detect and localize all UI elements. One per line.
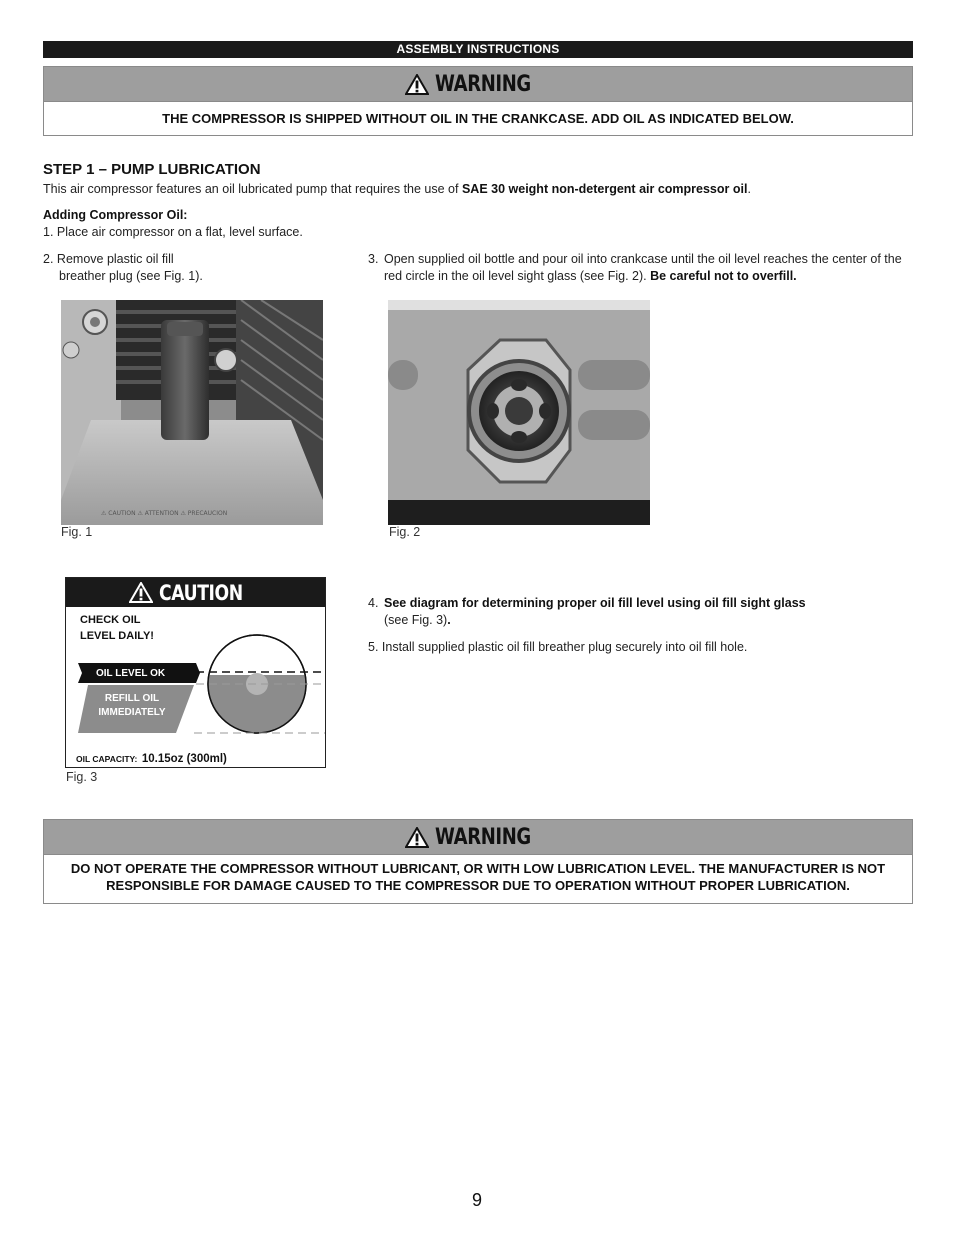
step-title: STEP 1 – PUMP LUBRICATION: [43, 161, 261, 178]
warning-text-bottom: [44, 855, 912, 894]
section-header: ASSEMBLY INSTRUCTIONS: [43, 41, 913, 58]
fig-2-photo: [388, 300, 650, 525]
warning-box-bottom: [43, 819, 913, 904]
page-number: 9: [472, 1190, 483, 1210]
instruction-item-2: [43, 251, 243, 285]
item-4-end: .: [447, 613, 451, 627]
warning-header: [44, 67, 912, 102]
item-2-line-1: Remove plastic oil fill: [56, 252, 174, 266]
caution-header: [66, 578, 325, 607]
caution-triangle-icon: [129, 582, 153, 603]
warning-triangle-icon: [405, 74, 429, 95]
fig-3-caution-diagram: [65, 577, 326, 768]
oil-sight-glass-image: [388, 300, 650, 525]
fig-3-caption: Fig. 3: [66, 770, 98, 784]
refill-line-2: IMMEDIATELY: [98, 707, 166, 718]
refill-oil-label: [88, 692, 176, 720]
check-oil-line-2: LEVEL DAILY!: [80, 630, 154, 642]
refill-line-1: REFILL OIL: [104, 693, 160, 704]
caution-title: CAUTION: [159, 580, 244, 605]
intro-prefix: This air compressor features an oil lubricated pump that requires the use of: [43, 182, 462, 196]
intro-paragraph: [43, 181, 913, 198]
intro-suffix: .: [747, 182, 751, 196]
intro-oil-type: SAE 30 weight non-detergent air compressor oil: [461, 182, 748, 196]
warning-triangle-icon: [405, 827, 429, 848]
fig-1-caption: Fig. 1: [61, 525, 93, 539]
svg-text:⚠ CAUTION ⚠ ATTENTION ⚠: ⚠ CAUTION ⚠ ATTENTION ⚠ PRECAUCION: [101, 510, 228, 517]
instruction-item-4: [368, 595, 913, 629]
instruction-item-1: 1. Place air compressor on a flat, level surface.: [43, 225, 303, 239]
adding-oil-title: Adding Compressor Oil:: [43, 208, 188, 222]
oil-capacity-value: 10.15oz (300ml): [141, 753, 227, 765]
warning-text: THE COMPRESSOR IS SHIPPED WITHOUT OIL IN THE CRANKCASE. ADD OIL AS INDICATED BELOW.: [162, 111, 794, 126]
oil-level-ok-label: OIL LEVEL OK: [96, 668, 166, 679]
warning-bottom-line-1: DO NOT OPERATE THE COMPRESSOR WITHOUT LUBRICANT, OR WITH LOW LUBRICATION LEVEL. THE MANUFACTURER IS NOT: [70, 861, 886, 876]
item-4-number: 4.: [368, 596, 379, 610]
warning-box-top: [43, 66, 913, 136]
item-4-text: (see Fig. 3): [384, 613, 448, 627]
warning-title: WARNING: [434, 71, 531, 97]
compressor-pump-image: [61, 300, 323, 525]
oil-capacity-label: OIL CAPACITY:: [76, 754, 138, 764]
warning-header-bottom: [44, 820, 912, 855]
oil-capacity: [76, 749, 227, 767]
fig-1-photo: [61, 300, 323, 525]
item-4-bold: See diagram for determining proper oil fill level using oil fill sight glass: [384, 596, 806, 610]
item-3-number: 3.: [368, 252, 379, 266]
item-3-warning: Be careful not to overfill.: [650, 269, 797, 283]
sight-glass-diagram: [66, 607, 325, 767]
item-3-text: Open supplied oil bottle and pour oil into crankcase until the oil level reaches the center of the red circle in the oil level sight glass (see Fig. 2).: [384, 252, 902, 283]
fig-2-caption: Fig. 2: [389, 525, 421, 539]
warning-bottom-line-2: RESPONSIBLE FOR DAMAGE CAUSED TO THE COMPRESSOR DUE TO OPERATION WITHOUT PROPER LUBRICATION.: [106, 878, 850, 893]
item-2-line-2: breather plug (see Fig. 1).: [59, 269, 203, 283]
instruction-item-5: 5. Install supplied plastic oil fill breather plug securely into oil fill hole.: [368, 640, 748, 654]
item-2-number: 2.: [43, 252, 54, 266]
warning-title-bottom: WARNING: [434, 824, 531, 850]
check-oil-line-1: CHECK OIL: [80, 614, 141, 626]
instruction-item-3: [368, 251, 918, 285]
